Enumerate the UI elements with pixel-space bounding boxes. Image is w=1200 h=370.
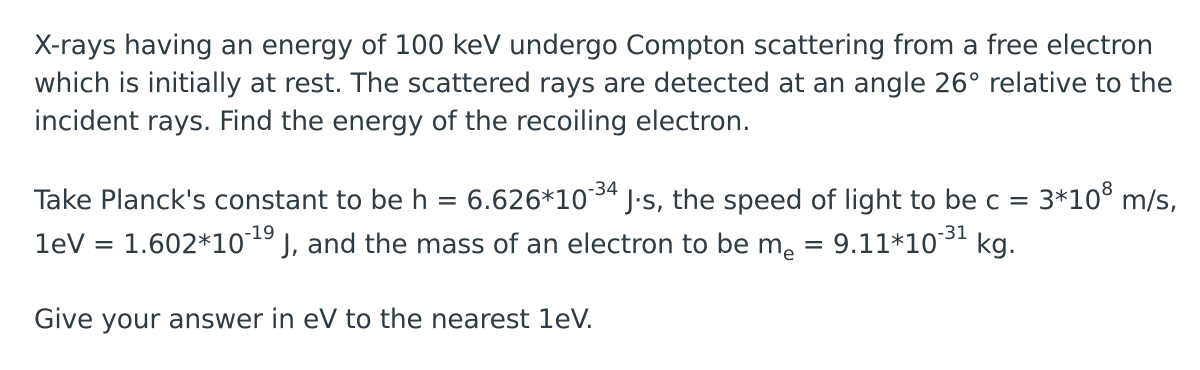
constants-text-6: kg.: [967, 229, 1017, 260]
constants-text-2: J·s, the speed of light to be c = 3*10: [618, 185, 1102, 216]
constants-text-3: m/s, 1eV = 1.602*10: [34, 185, 1178, 260]
planck-exponent: -34: [587, 177, 619, 200]
constants-statement: [34, 179, 1184, 267]
constants-text-5: = 9.11*10: [794, 229, 938, 260]
answer-instruction: Give your answer in eV to the nearest 1eV.: [34, 304, 594, 335]
problem-statement: X-rays having an energy of 100 keV undergo Compton scattering from a free electron which is initially at rest. The scattered rays are detected at an angle 26° relative to the incident rays. Find the energy of the recoiling electron.: [34, 30, 1173, 137]
constants-text-4: J, and the mass of an electron to be m: [274, 229, 783, 260]
light-speed-exponent: 8: [1101, 177, 1114, 200]
question-text: [34, 27, 1184, 339]
electron-subscript: e: [782, 242, 795, 265]
constants-text-1: Take Planck's constant to be h = 6.626*10: [34, 185, 588, 216]
ev-exponent: -19: [244, 221, 275, 244]
electron-mass-exponent: -31: [937, 221, 968, 244]
